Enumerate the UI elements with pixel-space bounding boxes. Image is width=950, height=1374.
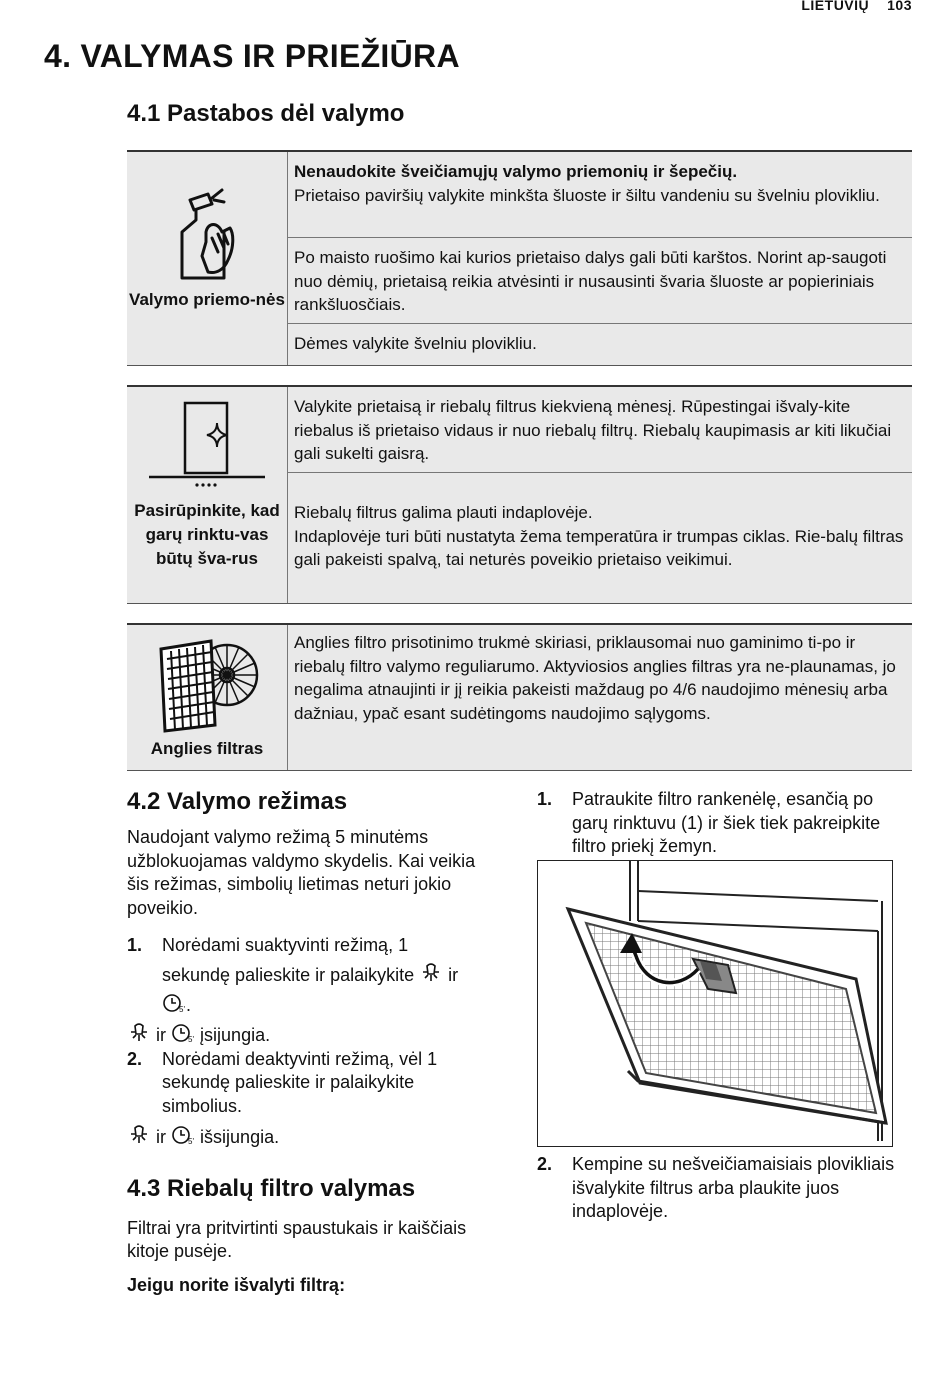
note-row: Po maisto ruošimo kai kurios prietaiso dalys gali būti karštos. Norint ap-saugoti nuo dėmių, prietaisą reikia atvėsinti ir nusausinti švaria šluoste ar popieriniais rankšluosčiais. — [288, 237, 912, 323]
step-text: Kempine su nešveičiamaisiais plovikliais išvalykite filtrus arba plaukite juos indaplovėje. — [572, 1154, 895, 1221]
deactivation-result — [127, 1122, 497, 1150]
activation-result — [127, 1020, 497, 1048]
step-number: 2. — [537, 1154, 553, 1174]
step-text: išsijungia. — [200, 1127, 280, 1147]
clean-hood-label: Pasirūpinkite, kad garų rinktu-vas būtų šva-rus — [134, 501, 280, 568]
light-icon — [127, 1122, 151, 1146]
filter-removal-steps — [537, 788, 907, 859]
clean-hood-note — [127, 385, 912, 604]
cleaning-mode-step — [127, 1048, 497, 1119]
carbon-filter-note — [127, 623, 912, 771]
step-text: įsijungia. — [200, 1025, 271, 1045]
step-text: ir — [156, 1127, 167, 1147]
cleaning-mode-intro: Naudojant valymo režimą 5 minutėms užblokuojamas valdymo skydelis. Kai veikia šis režimas, simbolių lietimas neturi jokio poveikio. — [127, 827, 476, 918]
spray-cleaning-icon — [172, 182, 252, 282]
clean-hood-text — [287, 387, 912, 603]
step-number: 1. — [537, 789, 553, 809]
page-header — [801, 0, 912, 13]
step-text: ir — [156, 1025, 167, 1045]
note-text: Prietaiso paviršių valykite minkšta šluoste ir šiltu vandeniu su švelniu plovikliu. — [294, 185, 880, 205]
step-text: . — [186, 995, 192, 1015]
step-text: Patraukite filtro rankenėlę, esančią po garų rinktuvu (1) ir šiek tiek pakreipkite filtro priekį žemyn. — [572, 789, 881, 856]
carbon-filter-text — [287, 625, 912, 770]
carbon-filter-label-cell — [127, 625, 287, 770]
note-warning-bold: Nenaudokite šveičiamųjų valymo priemonių ir šepečių. — [294, 162, 738, 181]
step-text: Norėdami suaktyvinti režimą, 1 — [162, 935, 409, 955]
section-4-2-title: 4.2 Valymo režimas — [127, 788, 348, 815]
cleaning-mode-section — [127, 788, 497, 1297]
note-row: Dėmes valykite švelniu plovikliu. — [288, 323, 912, 362]
language-label: LIETUVIŲ — [801, 0, 870, 13]
filter-cleaning-lead: Jeigu norite išvalyti filtrą: — [127, 1274, 346, 1295]
timer-icon — [171, 1122, 195, 1146]
clean-hood-icon — [147, 401, 269, 491]
cleaning-agents-label: Valymo priemo-nės — [129, 290, 285, 309]
step-text: sekundę palieskite ir palaikykite — [162, 965, 415, 985]
cleaning-mode-step — [127, 930, 497, 1020]
note-row — [288, 472, 912, 621]
filter-step — [537, 1153, 907, 1224]
carbon-filter-icon — [155, 635, 259, 735]
note-text: Indaplovėje turi būti nustatyta žema temperatūra ir trumpas ciklas. Rie-balų filtras gali pakeisti spalvą, tai neturės poveikio prietaiso veikimui. — [294, 526, 904, 569]
chapter-title: 4. VALYMAS IR PRIEŽIŪRA — [44, 38, 460, 74]
note-row: Valykite prietaisą ir riebalų filtrus kiekvieną mėnesį. Rūpestingai išvaly-kite riebalus iš prietaiso vidaus ir nuo riebalų filtrų. Riebalų kaupimasis ar kiti likučiai gali sukelti gaisrą. — [294, 397, 892, 463]
filter-mount-text: Filtrai yra pritvirtinti spaustukais ir kaiščiais kitoje pusėje. — [127, 1217, 467, 1261]
light-icon — [419, 960, 443, 984]
cleaning-agents-note — [127, 150, 912, 366]
svg-text:5': 5' — [188, 1035, 195, 1044]
step-number: 1. — [127, 935, 143, 955]
light-icon — [127, 1020, 151, 1044]
filter-step — [537, 788, 907, 859]
note-text: Riebalų filtrus galima plauti indaplovėje. — [294, 503, 593, 522]
svg-text:5': 5' — [179, 1005, 185, 1014]
section-4-3-title: 4.3 Riebalų filtro valymas — [127, 1174, 416, 1202]
carbon-filter-label: Anglies filtras — [150, 739, 264, 758]
timer-icon — [171, 1020, 195, 1044]
svg-text:5': 5' — [188, 1137, 195, 1146]
timer-icon — [162, 990, 186, 1014]
clean-hood-label-cell — [127, 387, 287, 603]
cleaning-agents-text — [287, 152, 912, 365]
section-4-1-title: 4.1 Pastabos dėl valymo — [127, 100, 405, 127]
step-number: 2. — [127, 1048, 143, 1069]
filter-removal-illustration — [537, 860, 893, 1147]
filter-wash-step-wrap — [537, 1153, 907, 1224]
step-text: Norėdami deaktyvinti režimą, vėl 1 sekundę palieskite ir palaikykite simbolius. — [162, 1048, 438, 1116]
note-row: Anglies filtro prisotinimo trukmė skiriasi, priklausomai nuo gaminimo ti-po ir riebalų filtro valymo reguliarumo. Aktyviosios anglies filtras yra ne-plaunamas, jo negalima atnaujinti ir jį reikia pakeisti maždaug po 4/6 naudojimo mėnesių arba dažniau, ypač esant sudėtingoms naudojimo sąlygoms. — [294, 633, 896, 723]
cleaning-agents-label-cell — [127, 152, 287, 365]
step-text: ir — [448, 965, 459, 985]
page-number: 103 — [887, 0, 912, 13]
note-row — [288, 152, 912, 237]
